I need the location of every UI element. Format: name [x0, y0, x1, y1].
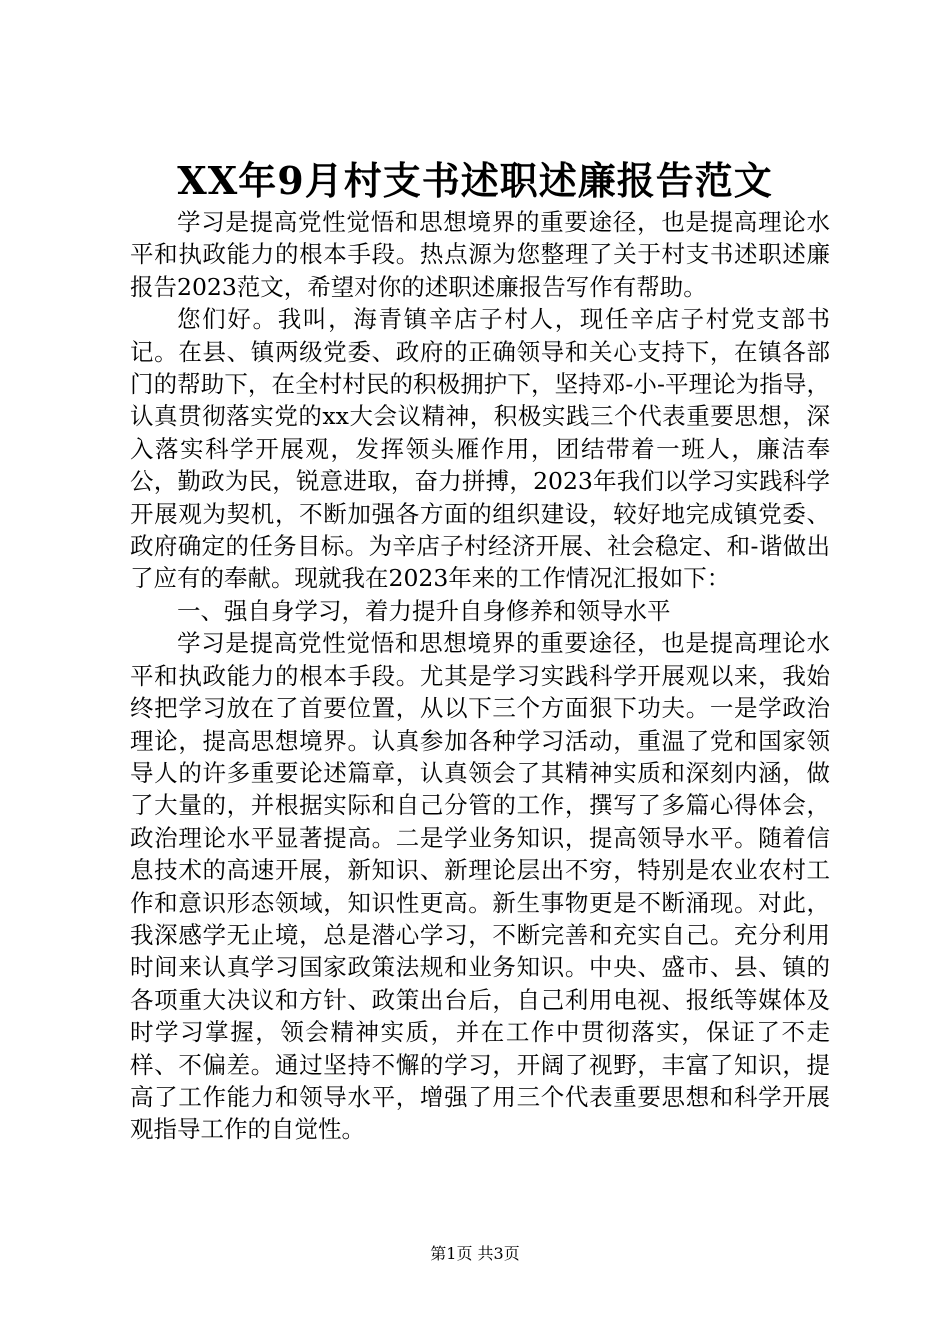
document-title: XX年9月村支书述职述廉报告范文 [177, 158, 773, 203]
greeting-paragraph: 您们好。我叫，海青镇辛店子村人，现任辛店子村党支部书记。在县、镇两级党委、政府的正确领导和关心支持下，在镇各部门的帮助下，在全村村民的积极拥护下，坚持邓-小-平理论为指导，认真贯彻落实党的xx大会议精神，积极实践三个代表重要思想，深入落实科学开展观，发挥领头雁作用，团结带着一班人，廉洁奉公，勤政为民，锐意进取，奋力拼搏，2023年我们以学习实践科学开展观为契机，不断加强各方面的组织建设，较好地完成镇党委、政府确定的任务目标。为辛店子村经济开展、社会稳定、和-谐做出了应有的奉献。现就我在2023年来的工作情况汇报如下： [130, 305, 830, 593]
section-heading: 一、强自身学习，着力提升自身修养和领导水平 [177, 596, 671, 625]
document-body [130, 206, 830, 1146]
intro-paragraph: 学习是提高党性觉悟和思想境界的重要途径，也是提高理论水平和执政能力的根本手段。热点源为您整理了关于村支书述职述廉报告2023范文，希望对你的述职述廉报告写作有帮助。 [130, 208, 830, 301]
page-footer: 第1页 共3页 [430, 1244, 520, 1263]
section-paragraph: 学习是提高党性觉悟和思想境界的重要途径，也是提高理论水平和执政能力的根本手段。尤其是学习实践科学开展观以来，我始终把学习放在了首要位置，从以下三个方面狠下功夫。一是学政治理论，提高思想境界。认真参加各种学习活动，重温了党和国家领导人的许多重要论述篇章，认真领会了其精神实质和深刻内涵，做了大量的，并根据实际和自己分管的工作，撰写了多篇心得体会，政治理论水平显著提高。二是学业务知识，提高领导水平。随着信息技术的高速开展，新知识、新理论层出不穷，特别是农业农村工作和意识形态领域，知识性更高。新生事物更是不断涌现。对此，我深感学无止境，总是潜心学习，不断完善和充实自己。充分利用时间来认真学习国家政策法规和业务知识。中央、盛市、县、镇的各项重大决议和方针、政策出台后，自己利用电视、报纸等媒体及时学习掌握，领会精神实质，并在工作中贯彻落实，保证了不走样、不偏差。通过坚持不懈的学习，开阔了视野，丰富了知识，提高了工作能力和领导水平，增强了用三个代表重要思想和科学开展观指导工作的自觉性。 [130, 629, 830, 1144]
